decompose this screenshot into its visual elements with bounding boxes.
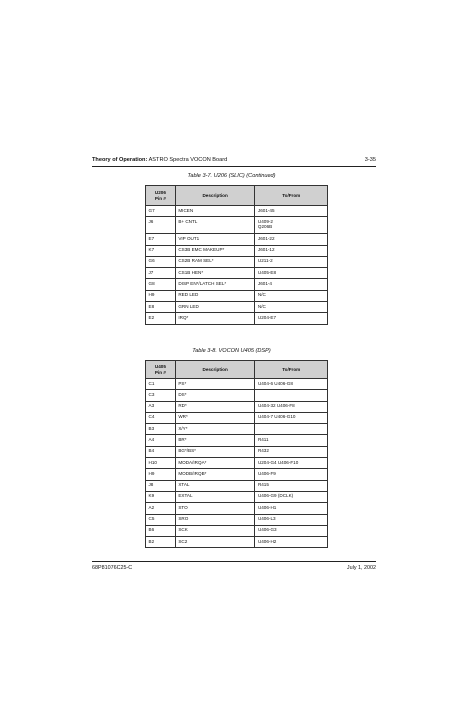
table1-cell: G8	[146, 279, 176, 290]
table1-cell: E8	[146, 302, 176, 313]
table2-row	[146, 379, 328, 390]
table2-row	[146, 537, 328, 548]
table1-row	[146, 313, 328, 324]
table2-cell: SCK	[175, 525, 255, 536]
table2-row	[146, 458, 328, 469]
table1-row	[146, 302, 328, 313]
table1-body	[146, 206, 328, 325]
table1-row	[146, 234, 328, 245]
table2-cell: H9	[146, 469, 176, 480]
table2-cell: R411	[255, 435, 328, 446]
table2-cell: K9	[146, 491, 176, 502]
table2-cell: J8	[146, 480, 176, 491]
table1-column-header: Description	[175, 186, 255, 206]
table1-caption: Table 3-7. U206 (SLIC) (Continued)	[187, 173, 276, 179]
table1-cell: U409-2 Q206B	[255, 217, 328, 234]
table2-cell: SC2	[175, 537, 255, 548]
table2-cell: PS*	[175, 379, 255, 390]
footer-date: July 1, 2002	[346, 565, 376, 571]
table2-cell: RD*	[175, 401, 255, 412]
table2-cell: C1	[146, 379, 176, 390]
table1-cell: CS2B RAM SEL*	[175, 256, 255, 267]
table1-row	[146, 279, 328, 290]
header-page-number: 3-35	[364, 157, 376, 163]
table1-row	[146, 256, 328, 267]
table1-row	[146, 290, 328, 301]
table2-column-header: U405 Pin #	[146, 361, 176, 379]
table1-cell: E2	[146, 313, 176, 324]
table2-row	[146, 503, 328, 514]
table1-cell: RED LED	[175, 290, 255, 301]
table1-cell: J601-45	[255, 206, 328, 217]
table2-row	[146, 424, 328, 435]
table2-cell: B3	[146, 424, 176, 435]
table1-cell: U405-E8	[255, 268, 328, 279]
table1-row	[146, 206, 328, 217]
page-header	[92, 157, 376, 163]
table1-column-header: To/From	[255, 186, 328, 206]
table2-body	[146, 379, 328, 548]
table1-cell: J7	[146, 268, 176, 279]
table2-cell: B6	[146, 525, 176, 536]
page-footer	[92, 565, 376, 571]
table1-cell: K7	[146, 245, 176, 256]
table1-cell: U211-2	[255, 256, 328, 267]
table1-cell: CS3B EMC MAKEUP*	[175, 245, 255, 256]
table1-cell: G7	[146, 206, 176, 217]
table1-cell: J601-12	[255, 245, 328, 256]
header-rule	[92, 166, 376, 167]
table2-cell: R415	[255, 480, 328, 491]
table2-cell: U406-F9	[255, 469, 328, 480]
table1-cell: VIP OUT1	[175, 234, 255, 245]
table1-cell: E7	[146, 234, 176, 245]
table2-cell: MODA/IRQA*	[175, 458, 255, 469]
table1-column-header: U206 Pin #	[146, 186, 176, 206]
table2-cell: A2	[146, 503, 176, 514]
table1-cell: H9	[146, 290, 176, 301]
footer-rule	[92, 561, 376, 562]
table2-cell: U404-32 U406-F8	[255, 401, 328, 412]
table2-cell: C5	[146, 514, 176, 525]
table2-column-header: To/From	[255, 361, 328, 379]
table1-header-row	[146, 186, 328, 206]
table2-cell: U404-7 U406-G10	[255, 412, 328, 423]
table2-row	[146, 469, 328, 480]
table2-cell: SRO	[175, 514, 255, 525]
table2-cell: DS*	[175, 390, 255, 401]
table2-cell: WR*	[175, 412, 255, 423]
table2-row	[146, 412, 328, 423]
table2-cell: X/Y*	[175, 424, 255, 435]
table1-cell: CS1B HEN*	[175, 268, 255, 279]
table2-row	[146, 514, 328, 525]
table2-cell: C4	[146, 412, 176, 423]
table2-cell: XTAL	[175, 480, 255, 491]
table2-cell: STO	[175, 503, 255, 514]
table2-caption: Table 3-8. VOCON U405 (DSP)	[192, 348, 271, 354]
table2-cell: BR*	[175, 435, 255, 446]
table2-cell: BG*/BS*	[175, 446, 255, 457]
table2-row	[146, 491, 328, 502]
table2-row	[146, 446, 328, 457]
table2-cell: U406-H1	[255, 503, 328, 514]
table2-cell: U406-G3	[255, 525, 328, 536]
table1-cell: N/C	[255, 302, 328, 313]
table2-cell: U406-G9 (DCLK)	[255, 491, 328, 502]
table2-cell: U404-6 U406-G8	[255, 379, 328, 390]
table2-cell: H10	[146, 458, 176, 469]
table2-row	[146, 435, 328, 446]
table1-cell: J601-22	[255, 234, 328, 245]
table2-cell: U406-L3	[255, 514, 328, 525]
table1-cell: J6	[146, 217, 176, 234]
table2-row	[146, 390, 328, 401]
table1-cell: B+ CNTL	[175, 217, 255, 234]
table2-cell: C3	[146, 390, 176, 401]
table2-column-header: Description	[175, 361, 255, 379]
table2-cell: EXTAL	[175, 491, 255, 502]
table1-cell: N/C	[255, 290, 328, 301]
table1-cell: J601-4	[255, 279, 328, 290]
header-section-rest: ASTRO Spectra VOCON Board	[147, 157, 228, 163]
table1-cell: IRQ*	[175, 313, 255, 324]
table2-cell: B2	[146, 537, 176, 548]
table1-row	[146, 245, 328, 256]
table2-cell: U204-G4 U406-F10	[255, 458, 328, 469]
table1-cell: MICEN	[175, 206, 255, 217]
table2-cell: MODB/IRQB*	[175, 469, 255, 480]
table2-header-row	[146, 361, 328, 379]
table1-cell: G6	[146, 256, 176, 267]
header-section-bold: Theory of Operation:	[92, 157, 148, 163]
table2-cell	[255, 424, 328, 435]
table2	[145, 360, 328, 548]
footer-doc-number: 68P81076C25-C	[92, 565, 133, 571]
table1-cell: DISP EN*/LATCH SEL*	[175, 279, 255, 290]
table1	[145, 185, 328, 325]
table2-cell: B4	[146, 446, 176, 457]
table2-cell: A3	[146, 401, 176, 412]
table2-row	[146, 480, 328, 491]
table1-row	[146, 217, 328, 234]
table2-cell: R432	[255, 446, 328, 457]
table2-cell: A4	[146, 435, 176, 446]
table1-row	[146, 268, 328, 279]
table2-row	[146, 401, 328, 412]
table2-cell	[255, 390, 328, 401]
table2-row	[146, 525, 328, 536]
table2-cell: U406-H2	[255, 537, 328, 548]
table1-cell: U204-E7	[255, 313, 328, 324]
header-section	[92, 157, 227, 163]
table1-cell: GRN LED	[175, 302, 255, 313]
